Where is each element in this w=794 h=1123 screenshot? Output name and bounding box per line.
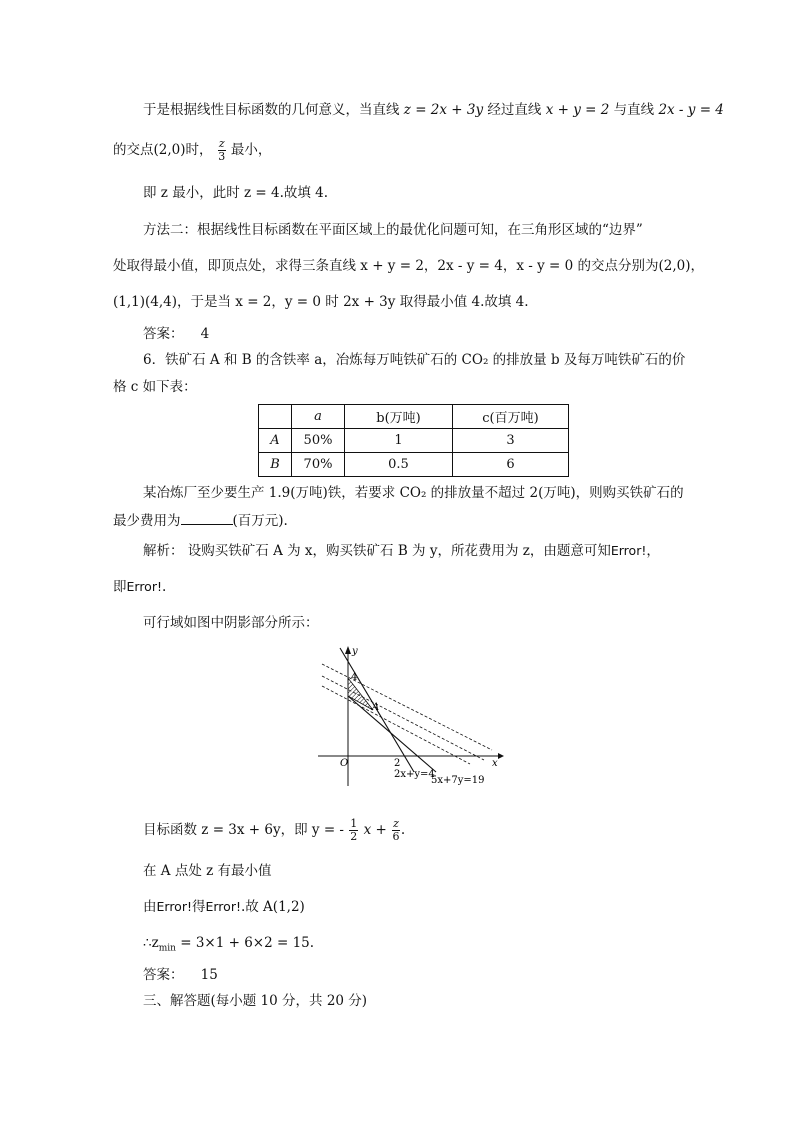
solution-line1 [143,542,660,560]
equation: z = 2x + 3y [403,102,484,118]
text: 即 [113,579,127,595]
table-header-cell: b(万吨) [345,405,453,429]
table-cell: A [259,429,292,453]
text: 目标函数 z = 3x + 6y，即 y = - [143,822,344,838]
text: 最少费用为 [113,513,181,529]
solution-line6 [143,898,305,916]
error-field: Error! [126,579,162,594]
fraction-denominator: 3 [218,150,226,163]
text: 于是根据线性目标函数的几何意义，当直线 [143,102,400,118]
x-axis-label: x [492,758,498,769]
text: 最小， [230,142,272,158]
fraction [349,818,358,843]
answer-blank [181,510,233,525]
iron-ore-table [258,404,569,477]
table-cell: 0.5 [345,453,453,477]
table-header-cell [259,405,292,429]
table-header-cell: a [292,405,345,429]
fraction [392,818,400,843]
table-header-row [259,405,569,429]
objective-line-3 [322,686,470,764]
text: 与直线 [613,102,655,118]
text: . [161,579,167,595]
q6-line1: 6．铁矿石 A 和 B 的含铁率 a，冶炼每万吨铁矿石的 CO₂ 的排放量 b 及每万吨铁矿石的价 [143,352,686,368]
error-field: Error! [610,543,647,558]
method1-line1 [143,101,724,119]
table-cell: 6 [453,453,569,477]
text: .故 A(1,2) [240,899,305,915]
fraction [218,138,226,163]
fraction-denominator: 2 [350,830,358,843]
table-cell: 70% [292,453,345,477]
table-row [259,453,569,477]
answer-value: 4 [200,326,210,342]
text: 得 [191,899,206,915]
answer-5 [143,325,209,343]
objective-line [143,818,405,843]
text: 的交点(2,0)时， [113,142,213,158]
table-cell: 3 [453,429,569,453]
text: ∴z [143,935,159,951]
fraction-denominator: 6 [392,830,400,843]
answer-value: 15 [200,967,218,983]
text: 由 [143,899,157,915]
solution-line2 [113,578,166,596]
line-label-5x-7y-19: 5x+7y=19 [431,775,485,786]
text: 解析： 设购买铁矿石 A 为 x，购买铁矿石 B 为 y，所花费用为 z，由题意可知 [143,543,611,559]
text: 经过直线 [487,102,542,118]
line-label-2x-y-4: 2x+y=4 [394,769,435,780]
feasible-region-figure [314,642,510,788]
table-cell: 50% [292,429,345,453]
equation: x + y = 2 [545,102,610,118]
table-header-cell: c(百万吨) [453,405,569,429]
method1-line2 [113,138,271,163]
text: (百万元). [232,513,288,529]
y-axis-label: y [352,646,358,657]
answer-6 [143,966,218,984]
text: x + [363,822,387,838]
fraction-numerator: z [393,817,399,830]
fraction-numerator: z [218,137,225,150]
text: = 3×1 + 6×2 = 15. [175,935,315,951]
subscript: min [158,943,176,954]
table-cell: 1 [345,429,453,453]
text: . [400,822,406,838]
q6-line2: 格 c 如下表： [113,379,197,395]
equation: 2x - y = 4 [658,102,724,118]
solution-line7 [143,934,314,958]
tick-label-4: 4 [351,672,358,683]
section-heading: 三、解答题(每小题 10 分，共 20 分) [143,993,368,1009]
x-axis-arrow [498,753,504,759]
y-axis-arrow [345,646,351,654]
table-cell: B [259,453,292,477]
tick-label-2: 2 [394,758,401,769]
text: ， [646,543,660,559]
solution-line3: 可行域如图中阴影部分所示： [143,615,319,631]
q6-line4 [113,510,288,530]
solution-line5: 在 A 点处 z 有最小值 [143,863,272,879]
error-field: Error! [156,899,192,914]
method2-line2: 处取得最小值，即顶点处，求得三条直线 x + y = 2，2x - y = 4，x - y = 0 的交点分别为(2,0)， [113,258,705,274]
line-5x-7y-19 [348,696,436,772]
error-field: Error! [205,899,241,914]
method1-line3: 即 z 最小，此时 z = 4.故填 4. [143,185,329,201]
method2-line1: 方法二：根据线性目标函数在平面区域上的最优化问题可知，在三角形区域的“边界” [143,222,643,238]
answer-label: 答案： [143,326,184,342]
objective-line-2 [322,676,484,760]
origin-label: O [340,758,349,769]
point-a-label: A [372,702,380,713]
fraction-numerator: 1 [350,817,358,830]
answer-label: 答案： [143,967,184,983]
q6-line3: 某冶炼厂至少要生产 1.9(万吨)铁，若要求 CO₂ 的排放量不超过 2(万吨)，则购买铁矿石的 [143,485,684,501]
method2-line3: (1,1)(4,4)，于是当 x = 2，y = 0 时 2x + 3y 取得最小值 4.故填 4. [113,294,529,310]
table-row [259,429,569,453]
